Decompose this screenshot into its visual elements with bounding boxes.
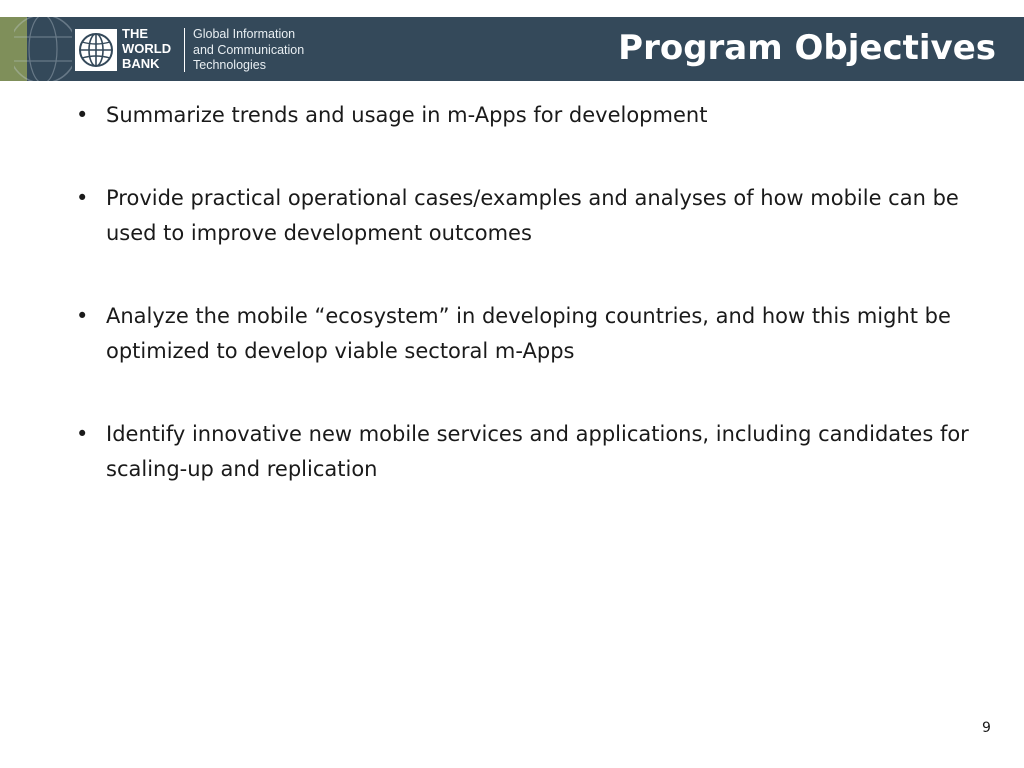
bullet-text: Identify innovative new mobile services and applications, including candidates for scaling-up and replication (106, 422, 969, 481)
slide-title: Program Objectives (618, 28, 996, 68)
bullet-item (76, 417, 976, 487)
bullet-glyph: • (76, 186, 89, 210)
unit-line-1: Global Information (193, 27, 296, 41)
bullet-text: Summarize trends and usage in m-Apps for development (106, 103, 708, 127)
world-bank-logo (75, 29, 117, 71)
bullet-item (76, 181, 976, 251)
page-number: 9 (982, 720, 991, 736)
bullet-glyph: • (76, 304, 89, 328)
globe-icon (75, 29, 117, 71)
organization-line-3: BANK (122, 56, 160, 71)
organization-name (122, 26, 182, 71)
unit-line-2: and Communication (193, 42, 305, 57)
organization-line-2: WORLD (122, 41, 172, 56)
globe-watermark-icon (14, 17, 72, 81)
unit-name (193, 27, 353, 74)
bullet-item (76, 98, 976, 133)
bullet-text: Provide practical operational cases/examples and analyses of how mobile can be used to improve development outcomes (106, 186, 959, 245)
unit-line-3: Technologies (193, 58, 266, 72)
organization-line-1: THE (122, 26, 148, 41)
bullet-glyph: • (76, 422, 89, 446)
bullet-glyph: • (76, 103, 89, 127)
logo-divider (184, 28, 185, 72)
bullet-list (76, 98, 976, 535)
bullet-item (76, 299, 976, 369)
bullet-text: Analyze the mobile “ecosystem” in developing countries, and how this might be optimized to develop viable sectoral m-Apps (106, 304, 951, 363)
